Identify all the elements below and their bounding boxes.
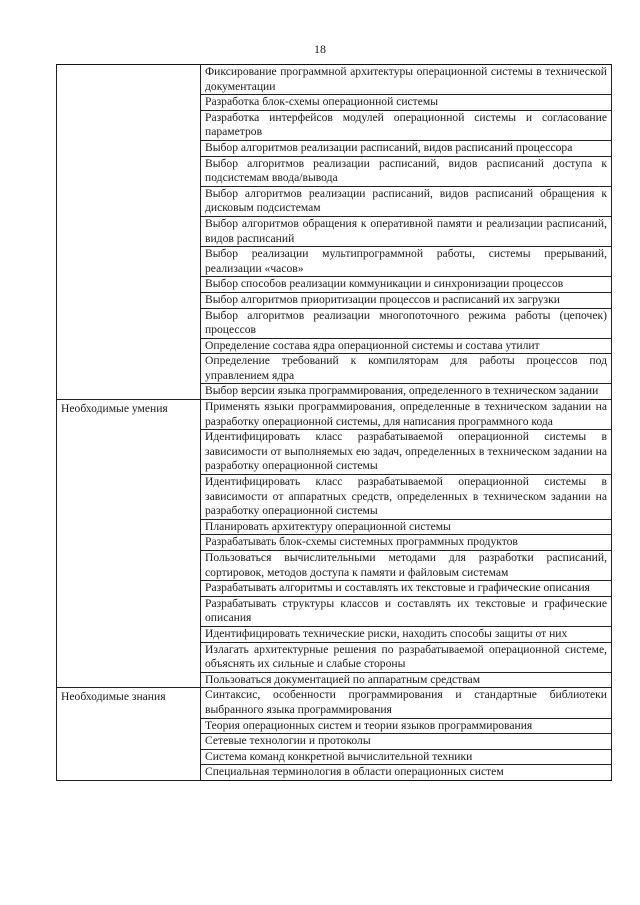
list-item: Планировать архитектуру операционной системы	[201, 519, 612, 535]
list-item: Выбор алгоритмов реализации расписаний, видов расписаний доступа к подсистемам ввода/вывода	[201, 156, 612, 186]
list-item: Идентифицировать класс разрабатываемой операционной системы в зависимости от выполняемых ею задач, определенных в техническом задании на разработку операционной системы	[201, 430, 612, 475]
list-item: Идентифицировать класс разрабатываемой операционной системы в зависимости от аппаратных средств, определенных в техническом задании на разработку операционной системы	[201, 475, 612, 520]
page-number: 18	[314, 42, 326, 56]
list-item: Фиксирование программной архитектуры операционной системы в технической документации	[201, 65, 612, 95]
list-item: Выбор способов реализации коммуникации и синхронизации процессов	[201, 277, 612, 293]
list-item: Выбор реализации мультипрограммной работы, системы прерываний, реализации «часов»	[201, 247, 612, 277]
list-item: Выбор версии языка программирования, определенного в техническом задании	[201, 384, 612, 400]
list-item: Выбор алгоритмов реализации многопоточного режима работы (цепочек) процессов	[201, 308, 612, 338]
list-item: Идентифицировать технические риски, находить способы защиты от них	[201, 626, 612, 642]
list-item: Синтаксис, особенности программирования и стандартные библиотеки выбранного языка программирования	[201, 688, 612, 718]
list-item: Пользоваться документацией по аппаратным средствам	[201, 672, 612, 688]
list-item: Излагать архитектурные решения по разрабатываемой операционной системе, объяснять их сильные и слабые стороны	[201, 642, 612, 672]
list-item: Разработка блок-схемы операционной системы	[201, 95, 612, 111]
table-row	[57, 65, 612, 95]
list-item: Определение состава ядра операционной системы и состава утилит	[201, 338, 612, 354]
list-item: Выбор алгоритмов реализации расписаний, видов расписаний обращения к дисковым подсистемам	[201, 186, 612, 216]
table-row	[57, 688, 612, 718]
list-item: Выбор алгоритмов обращения к оперативной памяти и реализации расписаний, видов расписаний	[201, 216, 612, 246]
list-item: Пользоваться вычислительными методами для разработки расписаний, сортировок, методов доступа к памяти и файловым системам	[201, 551, 612, 581]
list-item: Система команд конкретной вычислительной техники	[201, 749, 612, 765]
list-item: Специальная терминология в области операционных систем	[201, 765, 612, 781]
list-item: Теория операционных систем и теории языков программирования	[201, 718, 612, 734]
section-label	[57, 65, 201, 400]
list-item: Выбор алгоритмов приоритизации процессов и расписаний их загрузки	[201, 292, 612, 308]
list-item: Разрабатывать структуры классов и составлять их текстовые и графические описания	[201, 596, 612, 626]
requirements-table	[56, 64, 612, 781]
list-item: Разработка интерфейсов модулей операционной системы и согласование параметров	[201, 110, 612, 140]
table-row	[57, 400, 612, 430]
list-item: Разрабатывать блок-схемы системных программных продуктов	[201, 535, 612, 551]
list-item: Сетевые технологии и протоколы	[201, 734, 612, 750]
list-item: Выбор алгоритмов реализации расписаний, видов расписаний процессора	[201, 140, 612, 156]
list-item: Определение требований к компиляторам для работы процессов под управлением ядра	[201, 354, 612, 384]
section-label: Необходимые знания	[57, 688, 201, 781]
list-item: Применять языки программирования, определенные в техническом задании на разработку операционной системы, для написания программного кода	[201, 400, 612, 430]
list-item: Разрабатывать алгоритмы и составлять их текстовые и графические описания	[201, 581, 612, 597]
section-label: Необходимые умения	[57, 400, 201, 688]
